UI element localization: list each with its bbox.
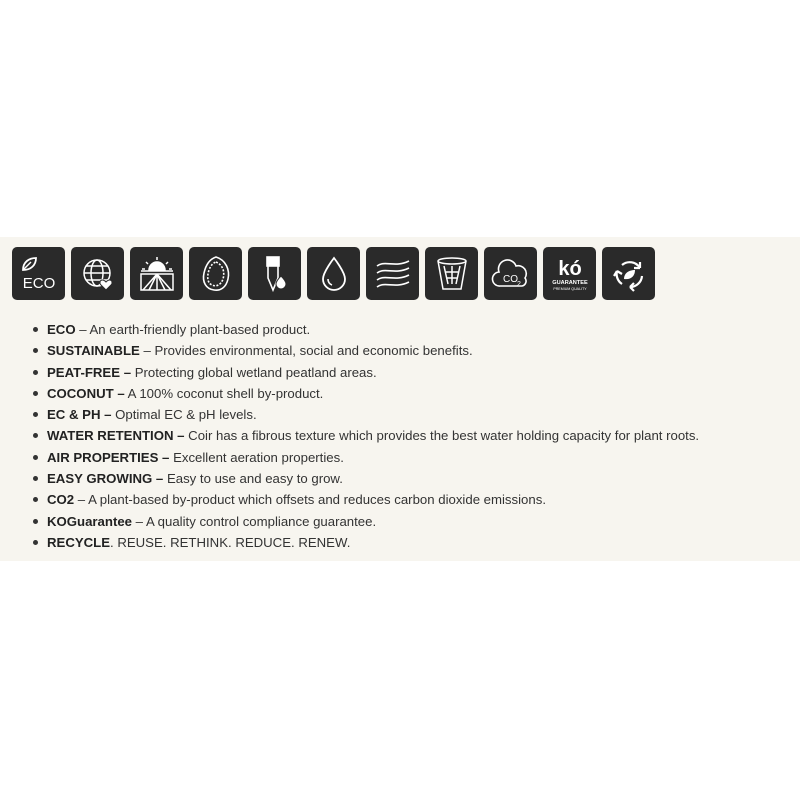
feature-description: Optimal EC & pH levels. [115,407,257,423]
feature-separator: – [132,513,146,529]
recycle-icon [602,247,655,300]
feature-term: WATER RETENTION – [47,428,185,444]
ec-ph-meter-icon [248,247,301,300]
feature-separator: – [74,492,89,508]
feature-term: EC & PH – [47,407,112,423]
ko-icon-line2: PREMIUM QUALITY [552,286,587,291]
feature-item-sustainable [30,340,699,361]
feature-term: EASY GROWING – [47,471,164,487]
eco-icon-text: ECO [22,274,55,292]
co2-cloud-icon [484,247,537,300]
feature-list [30,319,699,553]
feature-description: Protecting global wetland peatland areas. [134,364,377,380]
feature-term: ECO [47,322,76,337]
feature-item-recycle [30,532,699,553]
feature-term: COCONUT – [47,385,125,401]
water-drop-icon [307,247,360,300]
ko-icon-line1: GUARANTEE [551,279,588,286]
ko-guarantee-icon [543,247,596,300]
feature-separator: . [110,534,118,550]
feature-item-air-properties [30,447,699,468]
feature-item-co2 [30,489,699,510]
feature-description: Easy to use and easy to grow. [166,471,343,487]
easy-growing-pot-icon [425,247,478,300]
sustainable-globe-icon [71,247,124,300]
feature-term: SUSTAINABLE [47,343,140,359]
feature-description: A 100% coconut shell by-product. [127,385,324,401]
feature-item-coconut [30,383,699,404]
feature-description: REUSE. RETHINK. REDUCE. RENEW. [117,534,351,550]
peat-free-icon [130,247,183,300]
feature-item-ec-ph [30,404,699,425]
feature-item-peat-free [30,362,699,383]
feature-icon-row [12,247,655,301]
co2-icon-subscript: 2 [516,280,521,288]
feature-description: Excellent aeration properties. [173,449,344,465]
feature-item-water-retention [30,425,699,446]
feature-term: KOGuarantee [47,513,133,529]
feature-term: RECYCLE [47,534,111,550]
feature-description: Provides environmental, social and economic benefits. [154,343,473,359]
feature-description: A plant-based by-product which offsets and reduces carbon dioxide emissions. [88,492,546,508]
feature-term: CO2 [47,492,75,508]
co2-icon-text: CO [502,273,518,285]
ko-icon-text: kó [557,257,582,280]
air-waves-icon [366,247,419,300]
coconut-icon [189,247,242,300]
feature-term: PEAT-FREE – [47,364,132,380]
feature-separator: – [75,322,90,337]
feature-description: A quality control compliance guarantee. [145,513,377,529]
feature-item-eco [30,319,699,340]
feature-description: An earth-friendly plant-based product. [89,322,311,337]
feature-separator: – [139,343,155,359]
feature-item-easy-growing [30,468,699,489]
feature-item-koguarantee [30,511,699,532]
feature-description: Coir has a fibrous texture which provides the best water holding capacity for plant roots. [188,428,700,444]
features-panel [0,237,800,561]
feature-term: AIR PROPERTIES – [47,449,170,465]
eco-icon [12,247,65,300]
